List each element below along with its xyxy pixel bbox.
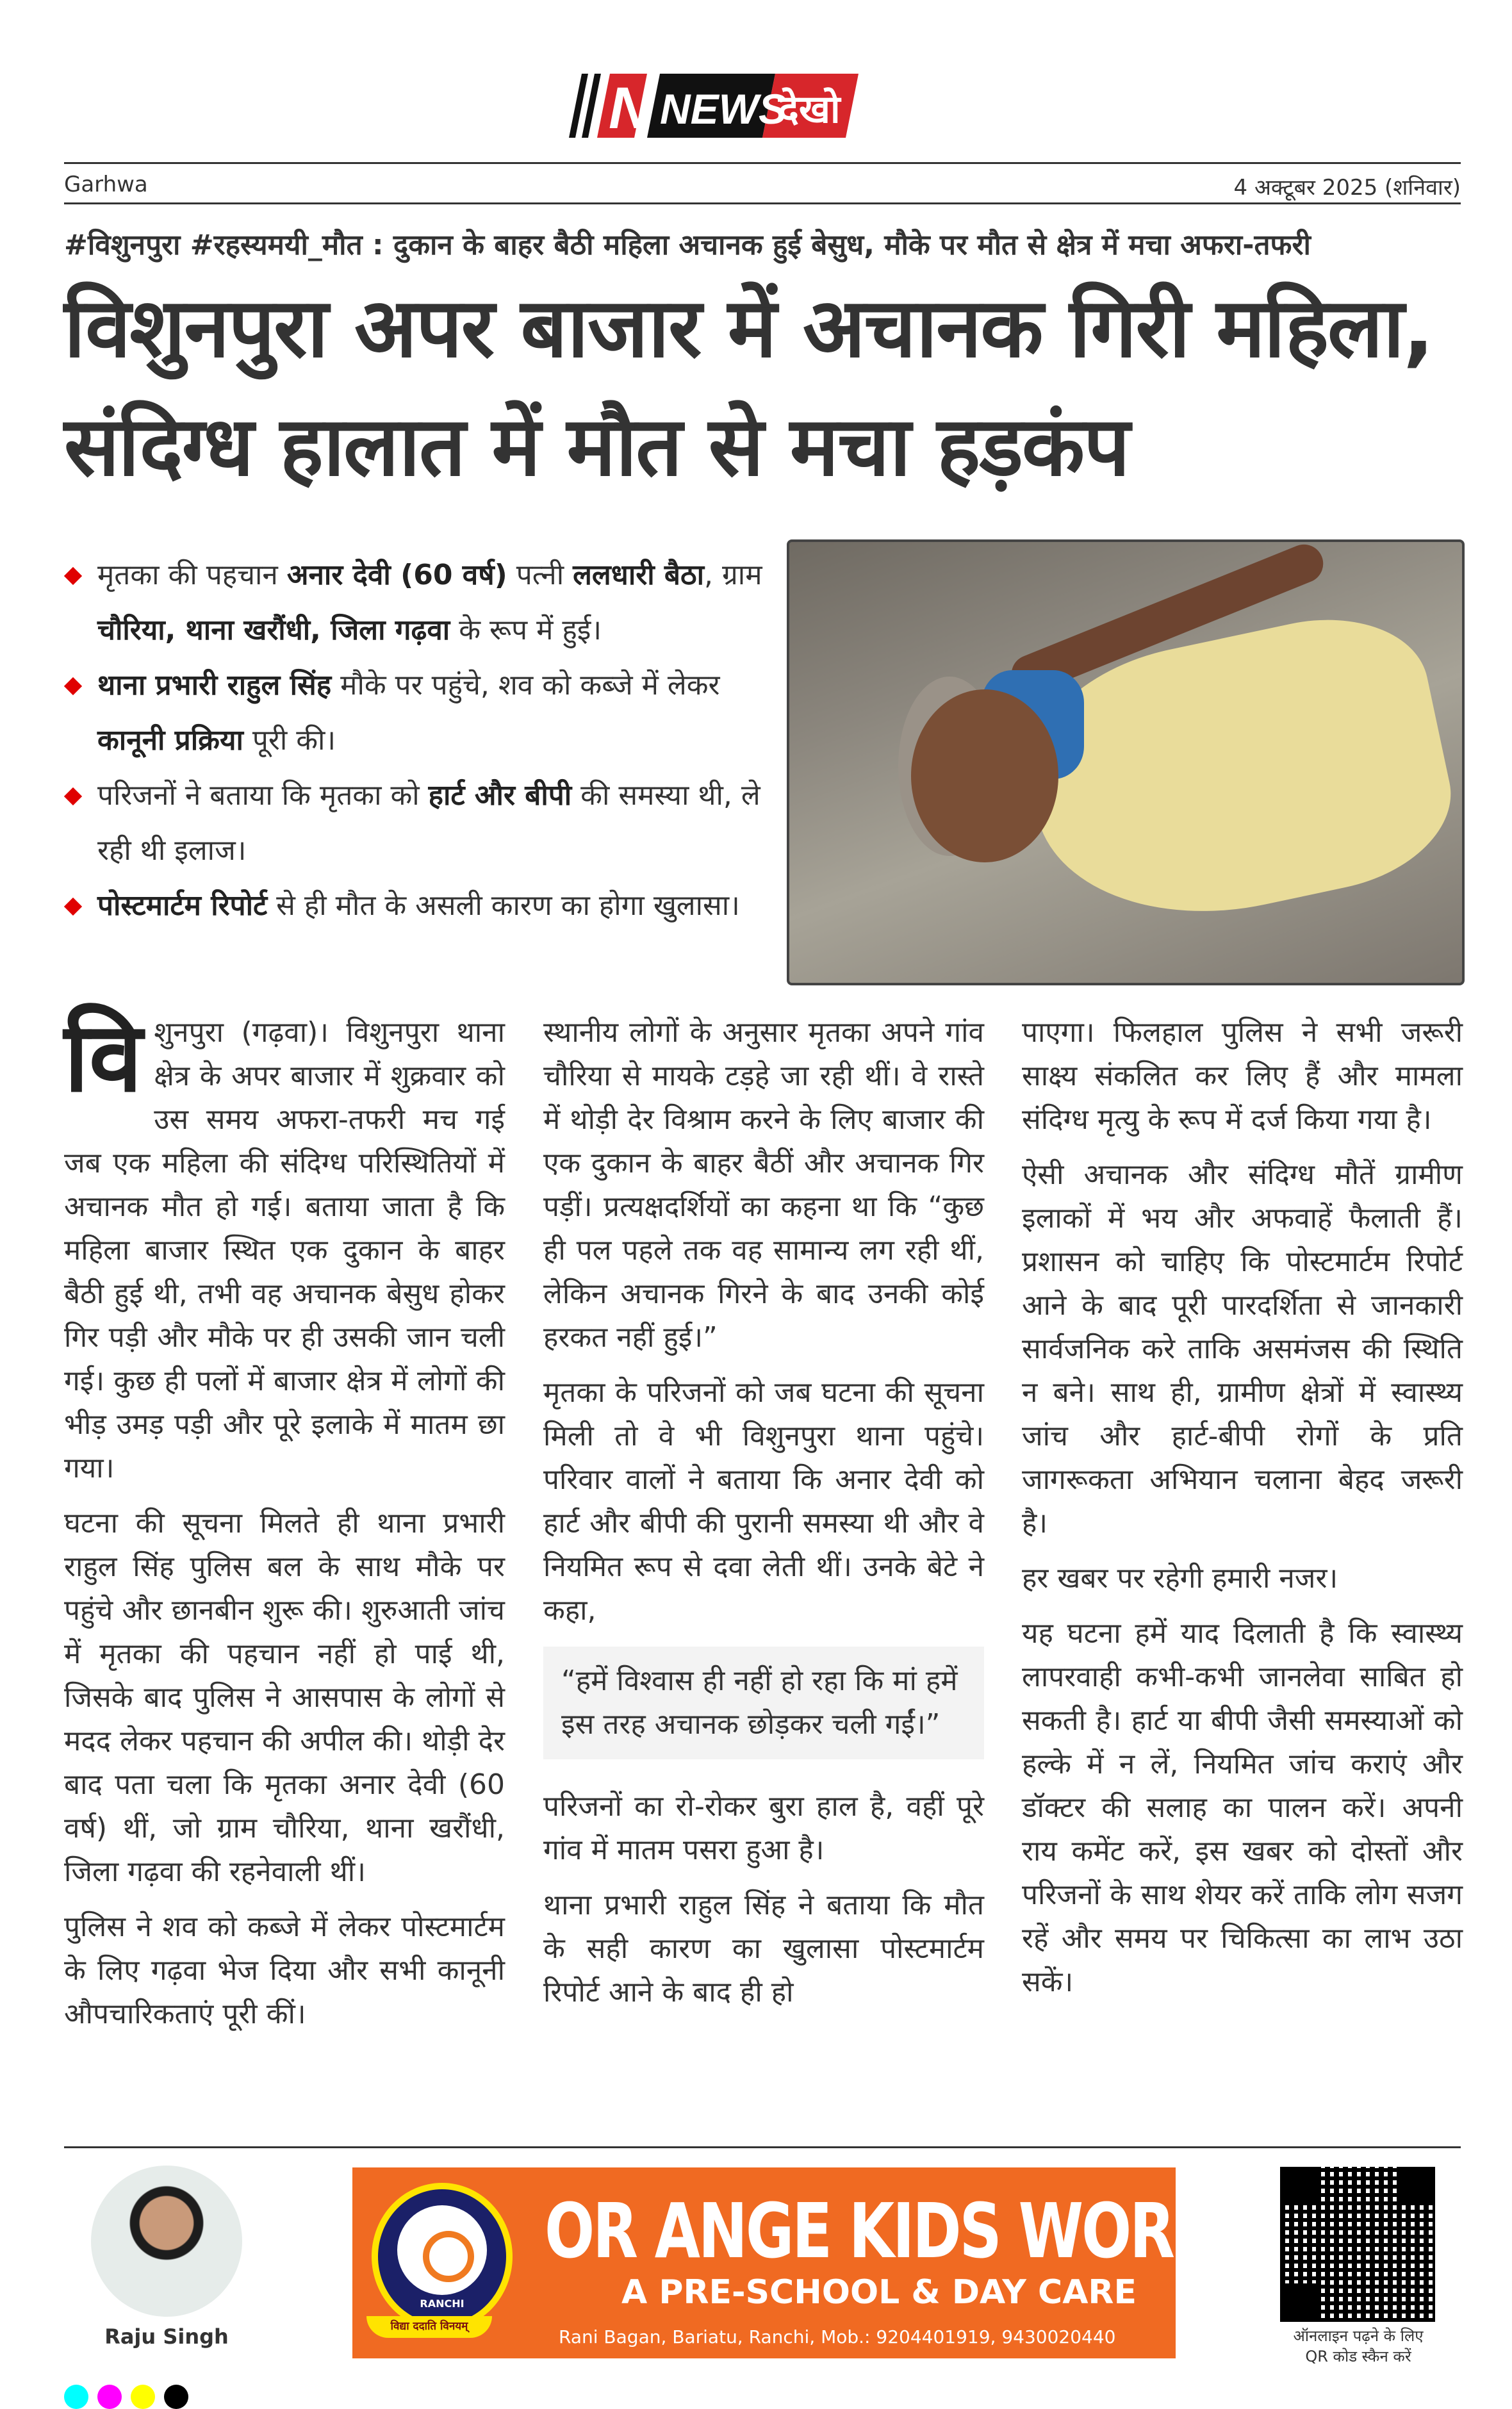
orange-icon: [423, 2231, 474, 2282]
diamond-bullet-icon: [64, 787, 82, 805]
diamond-bullet-icon: [64, 567, 82, 585]
badge-motto-ribbon: विद्या ददाति विनयम्: [366, 2316, 492, 2338]
logo-hindi: देखो: [778, 88, 841, 131]
bullet-bold-text: पोस्टमार्टम रिपोर्ट: [97, 889, 268, 922]
paragraph: पुलिस ने शव को कब्जे में लेकर पोस्टमार्टम के लिए गढ़वा भेज दिया और सभी कानूनी औपचारिकताएं पूरी कीं।: [64, 1911, 505, 2030]
paragraph: परिजनों का रो-रोकर बुरा हाल है, वहीं पूरे गांव में मातम पसरा हुआ है।: [543, 1790, 984, 1866]
article-column-1: [64, 1002, 505, 2048]
article-photo[interactable]: [787, 539, 1465, 985]
diamond-bullet-icon: [64, 677, 82, 695]
bullet-text: मृतका की पहचान: [97, 559, 287, 591]
paragraph: शुनपुरा (गढ़वा)। विशुनपुरा थाना क्षेत्र के अपर बाजार में शुक्रवार को उस समय अफरा-तफरी मच गई जब एक महिला की संदिग्ध परिस्थितियों में अचानक मौत हो गई। बताया जाता है कि महिला बाजार स्थित एक दुकान के बाहर बैठी हुई थी, तभी वह अचानक बेसुध होकर गिर पड़ी और मौके पर ही उसकी जान चली गई। कुछ ही पलों में बाजार क्षेत्र में लोगों की भीड़ उमड़ पड़ी और पूरे इलाके में मातम छा गया।: [64, 1016, 505, 1484]
advertisement-banner[interactable]: [352, 2167, 1256, 2358]
article-kicker: #विशुनपुरा #रहस्यमयी_मौत : दुकान के बाहर बैठी महिला अचानक हुई बेसुध, मौके पर मौत से क्षेत्र में मचा अफरा-तफरी: [64, 229, 1311, 261]
paragraph: स्थानीय लोगों के अनुसार मृतका अपने गांव चौरिया से मायके टड़हे जा रही थीं। वे रास्ते में थोड़ी देर विश्राम करने के लिए बाजार की एक दुकान के बाहर बैठीं और अचानक गिर पड़ीं। प्रत्यक्षदर्शियों का कहना था कि “कुछ ही पल पहले तक वह सामान्य लग रही थीं, लेकिन अचानक गिरने के बाद उनकी कोई हरकत नहीं हुई।”: [543, 1016, 984, 1354]
bullet-bold-text: हार्ट और बीपी: [428, 779, 572, 812]
qr-caption: [1256, 2326, 1461, 2367]
ad-address: Rani Bagan, Bariatu, Ranchi, Mob.: 9204401919, 9430020440: [559, 2326, 1116, 2347]
cmyk-black-dot: [164, 2385, 188, 2409]
headline-line-1: विशुनपुरा अपर बाजार में अचानक गिरी महिला,: [64, 281, 1433, 376]
bullet-bold-text: चौरिया, थाना खरौंधी, जिला गढ़वा: [97, 614, 450, 646]
qr-caption-line-2: QR कोड स्कैन करें: [1305, 2347, 1411, 2365]
footer-rule: [64, 2146, 1461, 2148]
paragraph: ऐसी अचानक और संदिग्ध मौतें ग्रामीण इलाकों में भय और अफवाहें फैलाती हैं। प्रशासन को चाहिए कि पोस्टमार्टम रिपोर्ट आने के बाद पूरी पारदर्शिता से जानकारी सार्वजनिक करे ताकि असमंजस की स्थिति न बने। साथ ही, ग्रामीण क्षेत्रों में स्वास्थ्य जांच और हार्ट-बीपी रोगों के प्रति जागरूकता अभियान चलाना बेहद जरूरी है।: [1022, 1158, 1463, 1540]
bullet-text: पूरी की।: [243, 724, 336, 757]
cmyk-cyan-dot: [64, 2385, 88, 2409]
article-column-2: [543, 1011, 984, 2026]
paragraph: घटना की सूचना मिलते ही थाना प्रभारी राहुल सिंह पुलिस बल के साथ मौके पर पहुंचे और छानबीन शुरू की। शुरुआती जांच में मृतका की पहचान नहीं हो पाई थी, जिसके बाद पुलिस ने आसपास के लोगों से मदद लेकर पहचान की अपील की। थोड़ी देर बाद पता चला कि मृतका अनार देवी (60 वर्ष) थीं, जो ग्राम चौरिया, थाना खरौंधी, जिला गढ़वा की रहनेवाली थीं।: [64, 1507, 505, 1888]
news-dekho-logo[interactable]: [557, 74, 967, 138]
drop-cap: वि: [64, 1002, 143, 1114]
paragraph: मृतका के परिजनों को जब घटना की सूचना मिली तो वे भी विशुनपुरा थाना पहुंचे। परिवार वालों ने बताया कि अनार देवी को हार्ट और बीपी की पुरानी समस्या थी और वे नियमित रूप से दवा लेती थीं। उनके बेटे ने कहा,: [543, 1376, 984, 1627]
bullet-bold-text: अनार देवी (60 वर्ष): [286, 559, 507, 591]
bullet-text: पत्नी: [507, 559, 573, 591]
bullet-text: , ग्राम: [704, 559, 762, 591]
paragraph: थाना प्रभारी राहुल सिंह ने बताया कि मौत के सही कारण का खुलासा पोस्टमार्टम रिपोर्ट आने के बाद ही हो: [543, 1889, 984, 2009]
qr-code[interactable]: [1280, 2167, 1435, 2322]
masthead-top-rule: [64, 162, 1461, 164]
summary-bullet: [64, 658, 769, 768]
summary-bullet: [64, 768, 769, 878]
bullet-bold-text: ललधारी बैठा: [573, 559, 705, 591]
masthead-bottom-rule: [64, 202, 1461, 204]
bullet-text: के रूप में हुई।: [450, 614, 602, 646]
qr-caption-line-1: ऑनलाइन पढ़ने के लिए: [1293, 2327, 1424, 2345]
pull-quote: “हमें विश्वास ही नहीं हो रहा कि मां हमें इस तरह अचानक छोड़कर चली गईं।”: [543, 1647, 984, 1759]
bullet-text: परिजनों ने बताया कि मृतका को: [97, 779, 429, 812]
badge-city: RANCHI: [420, 2298, 464, 2310]
school-badge-logo: [372, 2183, 513, 2330]
headline-line-2: संदिग्ध हालात में मौत से मचा हड़कंप: [64, 399, 1129, 495]
reporter-avatar: [91, 2166, 242, 2317]
location-label: Garhwa: [64, 172, 148, 197]
bullet-text: से ही मौत के असली कारण का होगा खुलासा।: [267, 889, 740, 922]
ad-subtitle: A PRE-SCHOOL & DAY CARE: [621, 2273, 1137, 2312]
article-column-3: [1022, 1011, 1463, 2016]
article-headline: [64, 269, 1474, 506]
logo-word: NEWS: [660, 85, 787, 133]
bullet-text: की समस्या थी, ले रही थी इलाज।: [97, 779, 760, 867]
summary-bullets: [64, 548, 769, 933]
bullet-bold-text: थाना प्रभारी राहुल सिंह: [97, 669, 332, 702]
logo-letter: N: [609, 76, 652, 138]
bullet-bold-text: कानूनी प्रक्रिया: [97, 724, 243, 757]
bullet-text: मौके पर पहुंचे, शव को कब्जे में लेकर: [331, 669, 720, 702]
cmyk-yellow-dot: [131, 2385, 155, 2409]
summary-bullet: [64, 878, 769, 933]
summary-bullet: [64, 548, 769, 658]
paragraph: पाएगा। फिलहाल पुलिस ने सभी जरूरी साक्ष्य संकलित कर लिए हैं और मामला संदिग्ध मृत्यु के रूप में दर्ज किया गया है।: [1022, 1016, 1463, 1136]
reporter-name: Raju Singh: [104, 2324, 229, 2349]
date-label: 4 अक्टूबर 2025 (शनिवार): [1233, 175, 1461, 201]
paragraph: हर खबर पर रहेगी हमारी नजर।: [1022, 1562, 1338, 1595]
diamond-bullet-icon: [64, 898, 82, 916]
paragraph: यह घटना हमें याद दिलाती है कि स्वास्थ्य लापरवाही कभी-कभी जानलेवा साबित हो सकती है। हार्ट या बीपी जैसी समस्याओं को हल्के में न लें, नियमित जांच कराएं और डॉक्टर की सलाह का पालन करें। अपनी राय कमेंट करें, इस खबर को दोस्तों और परिजनों के साथ शेयर करें ताकि लोग सजग रहें और समय पर चिकित्सा का लाभ उठा सकें।: [1022, 1617, 1463, 1998]
cmyk-magenta-dot: [97, 2385, 122, 2409]
ad-title: OR ANGE KIDS WORLD: [545, 2187, 1256, 2275]
